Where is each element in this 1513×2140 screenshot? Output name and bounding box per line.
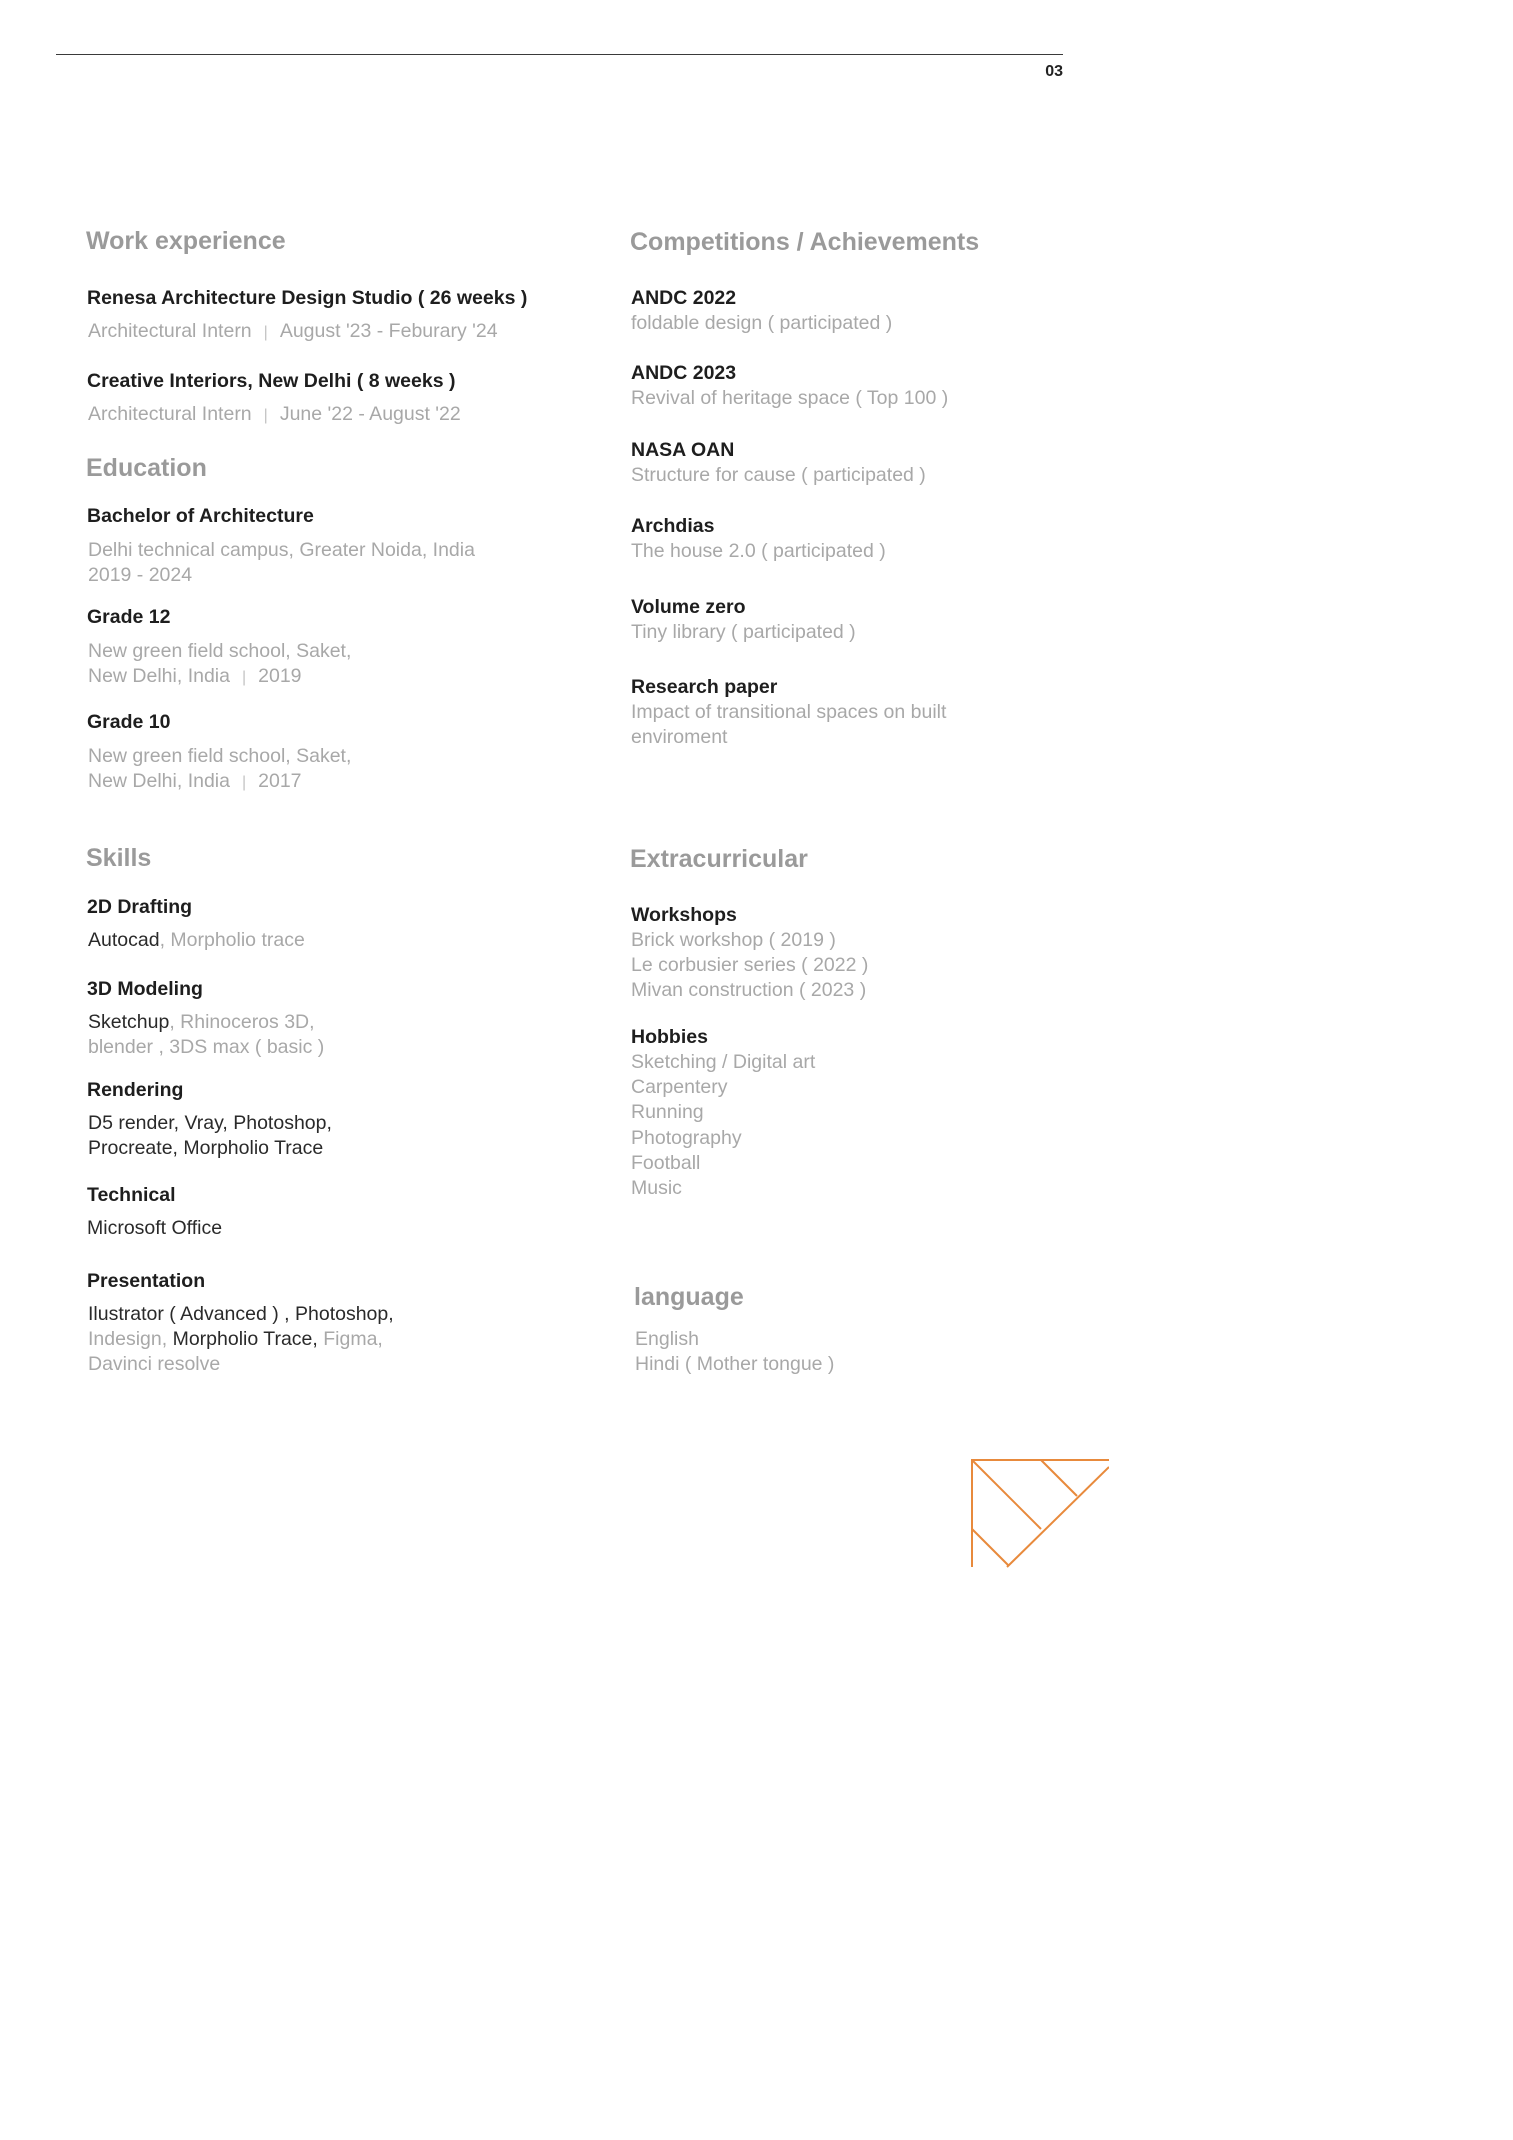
skill-title: Technical (87, 1184, 176, 1206)
education-item-title: Grade 12 (87, 606, 171, 628)
corner-triangle-decoration (969, 1428, 1109, 1568)
skills-heading: Skills (86, 844, 152, 872)
competition-title: Research paper (631, 676, 778, 698)
decoration-lines (972, 1460, 1109, 1567)
workshop-item: Mivan construction ( 2023 ) (631, 979, 867, 1001)
skill-tools (88, 1010, 315, 1035)
language-item: Hindi ( Mother tongue ) (635, 1353, 835, 1375)
work-item-role: Architectural Intern (88, 403, 252, 425)
work-item-detail (88, 319, 498, 345)
education-heading: Education (86, 454, 207, 482)
education-item-place: New Delhi, India (88, 665, 230, 687)
hobby-item: Carpentery (631, 1076, 728, 1098)
education-item-year: 2019 (258, 665, 302, 687)
skill-tool-primary: Autocad (88, 929, 160, 951)
work-item-title: Creative Interiors, New Delhi ( 8 weeks ) (87, 370, 456, 392)
education-item-years: 2019 - 2024 (88, 564, 193, 586)
skill-tools-line (88, 1327, 383, 1352)
competition-title: ANDC 2023 (631, 362, 737, 384)
hobby-item: Music (631, 1177, 682, 1199)
page-number: 03 (1045, 63, 1063, 80)
top-rule (56, 54, 1063, 55)
skill-tools-line: Davinci resolve (88, 1353, 221, 1375)
language-heading: language (634, 1283, 744, 1311)
education-item-location (88, 664, 302, 690)
skill-tools: Ilustrator ( Advanced ) , Photoshop, (88, 1303, 394, 1325)
language-item: English (635, 1328, 699, 1350)
skill-title: 3D Modeling (87, 978, 203, 1000)
skill-tools-line: Procreate, Morpholio Trace (88, 1137, 324, 1159)
skill-title: Presentation (87, 1270, 206, 1292)
education-item-institution: New green field school, Saket, (88, 745, 352, 767)
skill-tool-primary: Morpholio Trace, (172, 1328, 318, 1350)
workshops-title: Workshops (631, 904, 737, 926)
competition-title: Volume zero (631, 596, 746, 618)
competition-detail: Revival of heritage space ( Top 100 ) (631, 387, 949, 409)
skill-tool-secondary: Figma, (323, 1328, 383, 1350)
hobby-item: Photography (631, 1127, 742, 1149)
work-item-title: Renesa Architecture Design Studio ( 26 weeks ) (87, 287, 528, 309)
competition-detail: enviroment (631, 726, 728, 748)
education-item-year: 2017 (258, 770, 302, 792)
workshop-item: Brick workshop ( 2019 ) (631, 929, 836, 951)
education-item-place: New Delhi, India (88, 770, 230, 792)
education-item-institution: Delhi technical campus, Greater Noida, India (88, 539, 475, 561)
skill-tools: Microsoft Office (87, 1217, 223, 1239)
separator: | (263, 324, 268, 341)
skill-tool-secondary: , Morpholio trace (159, 929, 305, 951)
skill-tools (88, 928, 305, 953)
education-item-title: Bachelor of Architecture (87, 505, 314, 527)
education-item-location (88, 769, 302, 795)
hobby-item: Football (631, 1152, 701, 1174)
separator: | (241, 669, 247, 686)
work-item-role: Architectural Intern (88, 320, 252, 342)
separator: | (263, 407, 268, 424)
extracurricular-heading: Extracurricular (630, 845, 808, 873)
work-item-period: June '22 - August '22 (279, 403, 461, 425)
skill-tool-secondary: Indesign, (88, 1328, 168, 1350)
skill-tools: D5 render, Vray, Photoshop, (88, 1112, 332, 1134)
competition-title: ANDC 2022 (631, 287, 737, 309)
skill-title: 2D Drafting (87, 896, 193, 918)
competition-detail: The house 2.0 ( participated ) (631, 540, 886, 562)
skill-tool-primary: Sketchup (88, 1011, 170, 1033)
competition-detail: Structure for cause ( participated ) (631, 464, 926, 486)
competition-detail: foldable design ( participated ) (631, 312, 893, 334)
competition-title: Archdias (631, 515, 715, 537)
separator: | (241, 774, 247, 791)
education-item-title: Grade 10 (87, 711, 171, 733)
education-item-institution: New green field school, Saket, (88, 640, 352, 662)
hobbies-title: Hobbies (631, 1026, 708, 1048)
competition-detail: Tiny library ( participated ) (631, 621, 856, 643)
competition-title: NASA OAN (631, 439, 735, 461)
competition-detail: Impact of transitional spaces on built (631, 701, 947, 723)
skill-title: Rendering (87, 1079, 184, 1101)
hobby-item: Sketching / Digital art (631, 1051, 816, 1073)
workshop-item: Le corbusier series ( 2022 ) (631, 954, 869, 976)
work-item-period: August '23 - Feburary '24 (279, 320, 498, 342)
work-item-detail (88, 402, 461, 428)
hobby-item: Running (631, 1101, 704, 1123)
work-experience-heading: Work experience (86, 227, 286, 255)
skill-tools-line: blender , 3DS max ( basic ) (88, 1036, 325, 1058)
competitions-heading: Competitions / Achievements (630, 228, 980, 256)
skill-tool-secondary: , Rhinoceros 3D, (169, 1011, 315, 1033)
